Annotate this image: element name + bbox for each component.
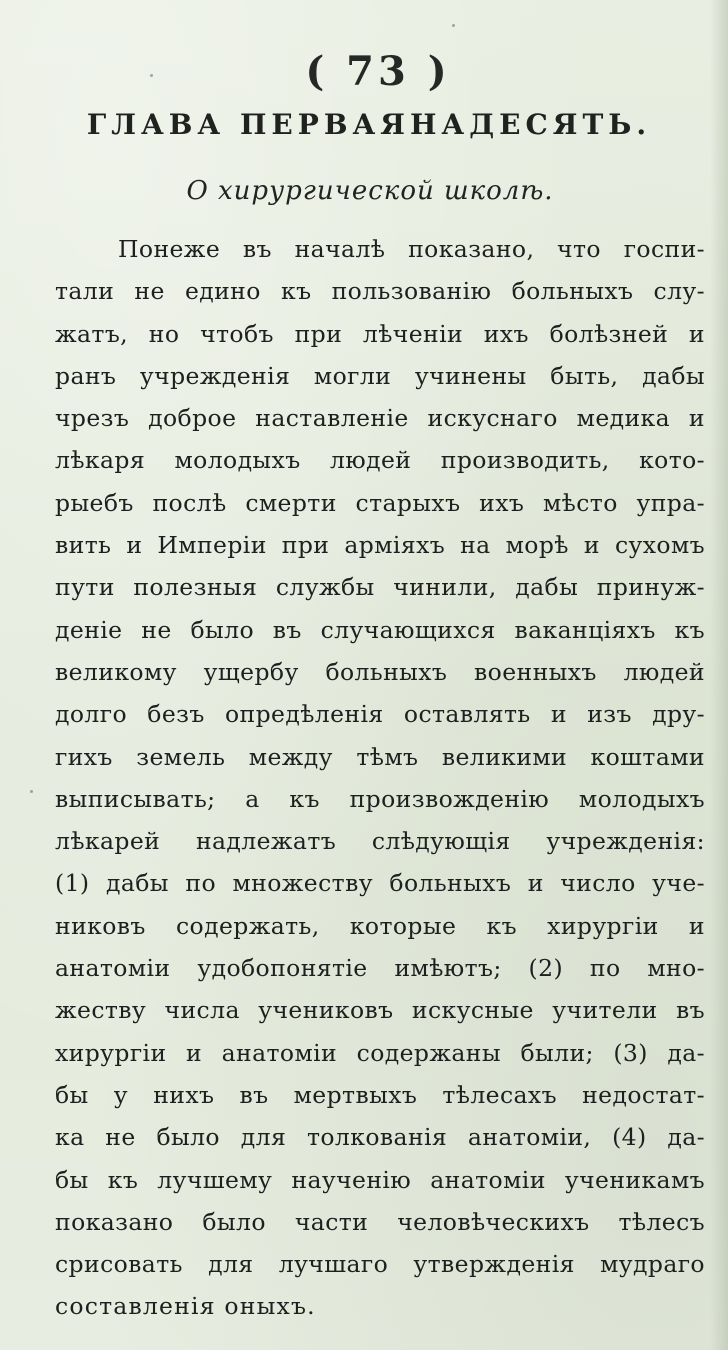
text-line: тали не едино къ пользованію больныхъ слу- [55,277,705,306]
text-line: никовъ содержать, которые къ хирургіи и [55,911,705,940]
text-line: лѣкаря молодыхъ людей производить, кото- [55,446,705,475]
text-line: пути полезныя службы чинили, дабы принуж- [55,573,705,602]
text-line: вить и Имперіи при арміяхъ на морѣ и сухомъ [55,531,705,560]
text-line: жеству числа учениковъ искусные учители въ [55,996,705,1025]
text-line: хирургіи и анатоміи содержаны были; (3) да- [55,1038,705,1067]
text-line: анатоміи удобопонятіе имѣютъ; (2) по мно- [55,954,705,983]
text-line: великому ущербу больныхъ военныхъ людей [55,657,705,686]
text-line: показано было части человѣческихъ тѣлесъ [55,1207,705,1236]
chapter-title: ГЛАВА ПЕРВАЯНАДЕСЯТЬ. [86,108,652,141]
text-line: рыебъ послѣ смерти старыхъ ихъ мѣсто упра- [55,488,705,517]
chapter-subtitle: О хирургической школѣ. [186,176,554,206]
text-line: лѣкарей надлежатъ слѣдующія учрежденія: [55,827,705,856]
text-line: срисовать для лучшаго утвержденія мудраго [55,1250,705,1279]
text-line: (1) дабы по множеству больныхъ и число уче- [55,869,705,898]
text-line: бы къ лучшему наученію анатоміи ученикамъ [55,1165,705,1194]
paper-speck [452,24,455,27]
paper-speck [30,790,33,793]
chapter-body-text [55,228,705,1328]
text-line: деніе не было въ случающихся ваканціяхъ къ [55,615,705,644]
text-line: чрезъ доброе наставленіе искуснаго медика и [55,404,705,433]
text-line: ка не было для толкованія анатоміи, (4) да- [55,1123,705,1152]
text-line: выписывать; а къ произвожденію молодыхъ [55,784,705,813]
text-line: гихъ земель между тѣмъ великими коштами [55,742,705,771]
text-line: долго безъ опредѣленія оставлять и изъ дру- [55,700,705,729]
text-line: Понеже въ началѣ показано, что госпи- [118,235,705,263]
text-line: ранъ учрежденія могли учинены быть, дабы [55,361,705,390]
text-line: составленія оныхъ. [55,1292,316,1321]
text-line: бы у нихъ въ мертвыхъ тѣлесахъ недостат- [55,1080,705,1109]
page-number: ( 73 ) [305,48,451,95]
text-line: жатъ, но чтобъ при лѣченіи ихъ болѣзней и [55,319,705,348]
